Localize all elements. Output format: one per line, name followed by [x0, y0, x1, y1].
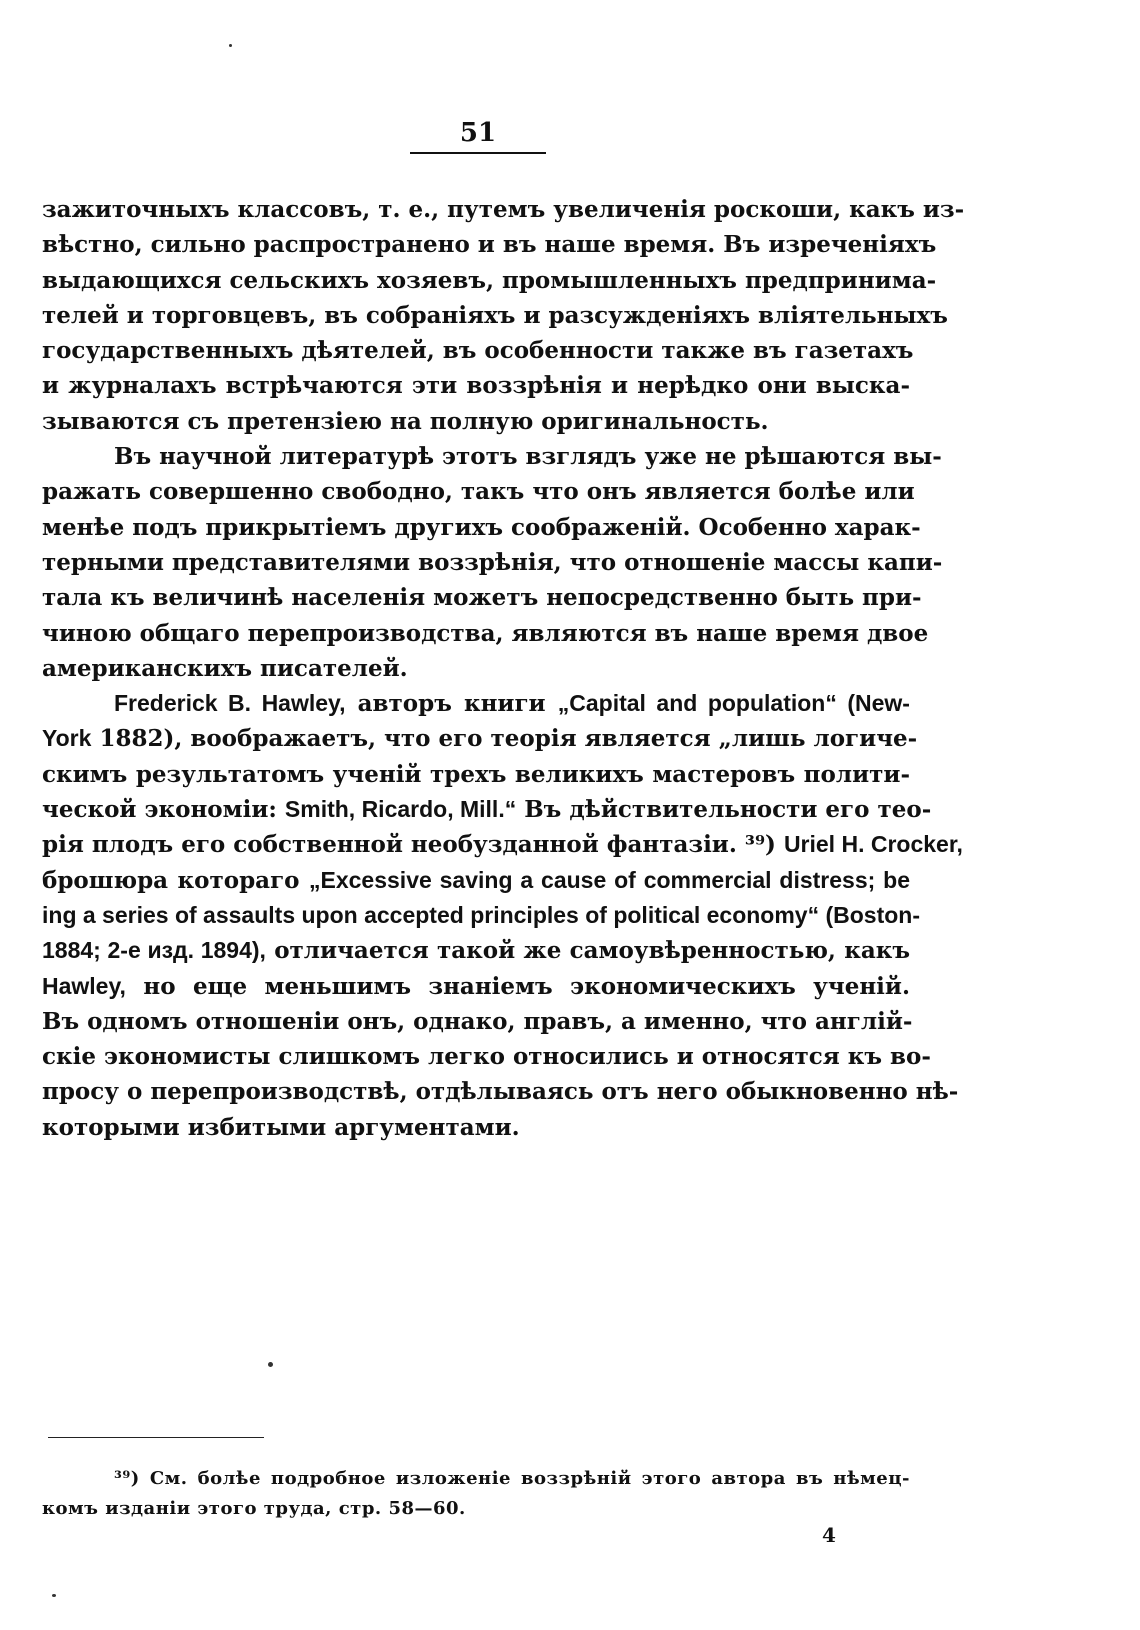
- author-name: Hawley,: [42, 972, 126, 999]
- body-text: [42, 192, 965, 1145]
- page-number: 51: [410, 118, 546, 154]
- footnotes: [42, 1464, 910, 1524]
- text-line: Въ научной литературѣ этотъ взглядъ уже не рѣшаются вы-: [114, 443, 942, 471]
- signature-mark: 4: [822, 1523, 836, 1547]
- text-fragment: 1882), воображаетъ, что его теорія является „лишь логиче-: [99, 725, 918, 753]
- footnote-reference: ³⁹): [744, 831, 776, 859]
- text-line: государственныхъ дѣятелей, въ особенности также въ газетахъ: [42, 337, 914, 365]
- text-line: терными представителями воззрѣнія, что отношеніе массы капи-: [42, 548, 943, 576]
- text-line: [42, 827, 963, 862]
- text-line: которыми избитыми аргументами.: [42, 1113, 520, 1141]
- edition-info: 1884; 2-е изд. 1894),: [42, 937, 266, 964]
- text-line: зываются съ претензіею на полную оригинальность.: [42, 407, 769, 435]
- text-line: американскихъ писателей.: [42, 654, 408, 682]
- text-fragment: Въ дѣйствительности его тео-: [524, 796, 932, 824]
- text-line: [42, 933, 910, 968]
- text-line: Въ одномъ отношеніи онъ, однако, правъ, а именно, что англій-: [42, 1007, 913, 1035]
- text-fragment: брошюра котораго: [42, 866, 300, 894]
- footnote-divider: [48, 1437, 264, 1438]
- scan-speck: [52, 1594, 56, 1597]
- text-line: [42, 863, 910, 898]
- text-line: чиною общаго перепроизводства, являются въ наше время двое: [42, 619, 929, 647]
- text-line: тала къ величинѣ населенія можетъ непосредственно быть при-: [42, 584, 922, 612]
- text-line: скимъ результатомъ ученій трехъ великихъ мастеровъ полити-: [42, 760, 910, 788]
- text-line: [42, 969, 910, 1004]
- economist-names: Smith, Ricardo, Mill.“: [284, 796, 517, 823]
- text-line: вѣстно, сильно распространено и въ наше время. Въ изреченіяхъ: [42, 231, 937, 259]
- text-line: [42, 898, 921, 933]
- book-title: „Excessive saving a cause of commercial distress; be: [309, 866, 910, 893]
- text-line: [42, 792, 932, 827]
- text-line: телей и торговцевъ, въ собраніяхъ и разсужденіяхъ вліятельныхъ: [42, 301, 948, 329]
- text-fragment: рія плодъ его собственной необузданной фантазіи.: [42, 831, 737, 859]
- text-fragment: авторъ книги: [357, 690, 546, 718]
- text-line: и журналахъ встрѣчаются эти воззрѣнія и нерѣдко они выска-: [42, 372, 910, 400]
- footnote-line: ³⁹) См. болѣе подробное изложеніе воззрѣній этого автора въ нѣмец-: [114, 1468, 910, 1489]
- scan-speck: [268, 1362, 273, 1367]
- text-line: выдающихся сельскихъ хозяевъ, промышленныхъ предпринима-: [42, 266, 937, 294]
- footnote-line: комъ изданіи этого труда, стр. 58—60.: [42, 1498, 466, 1519]
- text-line: менѣе подъ прикрытіемъ другихъ соображеній. Особенно харак-: [42, 513, 921, 541]
- scan-speck: [229, 44, 232, 47]
- text-fragment: но еще меньшимъ знаніемъ экономическихъ ученій.: [143, 972, 910, 1000]
- text-line: ражать совершенно свободно, такъ что онъ является болѣе или: [42, 478, 915, 506]
- book-title: „Capital and population“ (New-: [557, 690, 910, 717]
- text-fragment: отличается такой же самоувѣренностью, какъ: [274, 937, 910, 965]
- text-line: скіе экономисты слишкомъ легко относились и относятся къ во-: [42, 1043, 931, 1071]
- author-name: Uriel H. Crocker,: [783, 831, 963, 858]
- text-line: [42, 686, 910, 721]
- text-line: [42, 721, 918, 756]
- text-line: просу о перепроизводствѣ, отдѣлываясь отъ него обыкновенно нѣ-: [42, 1078, 959, 1106]
- text-fragment: ческой экономіи:: [42, 796, 277, 824]
- place-name: York: [42, 725, 92, 752]
- book-title: ing a series of assaults upon accepted principles of political economy“ (Boston-: [42, 901, 921, 928]
- text-line: зажиточныхъ классовъ, т. е., путемъ увеличенія роскоши, какъ из-: [42, 196, 965, 223]
- author-name: Frederick B. Hawley,: [114, 690, 346, 717]
